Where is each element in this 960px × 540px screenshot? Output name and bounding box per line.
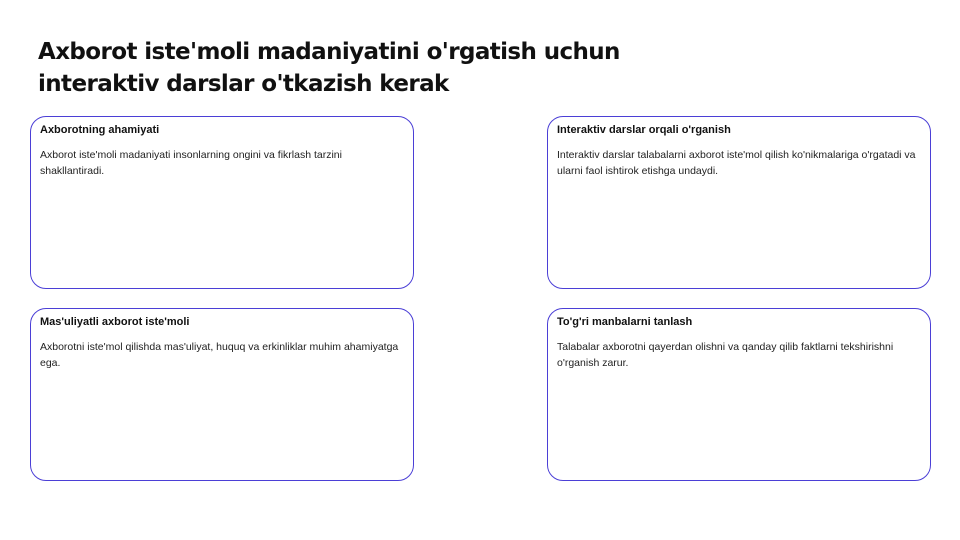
card-heading: To'g'ri manbalarni tanlash [557,316,693,328]
card-togri-manbalar [547,308,931,481]
card-body: Interaktiv darslar talabalarni axborot iste'mol qilish ko'nikmalariga o'rgatadi va ularni faol ishtirok etishga undaydi. [557,149,916,177]
slide-title: Axborot iste'moli madaniyatini o'rgatish uchun interaktiv darslar o'tkazish kerak [38,39,620,97]
card-body: Axborot iste'moli madaniyati insonlarning ongini va fikrlash tarzini shakllantiradi. [40,149,342,177]
card-masuliyatli-axborot [30,308,414,481]
card-heading: Interaktiv darslar orqali o'rganish [557,124,731,136]
card-body: Axborotni iste'mol qilishda mas'uliyat, huquq va erkinliklar muhim ahamiyatga ega. [40,341,399,369]
card-heading: Axborotning ahamiyati [40,124,160,136]
card-heading: Mas'uliyatli axborot iste'moli [40,316,190,328]
card-axborotning-ahamiyati [30,116,414,289]
card-interaktiv-darslar [547,116,931,289]
card-body: Talabalar axborotni qayerdan olishni va qanday qilib faktlarni tekshirishni o'rganish zarur. [557,341,894,369]
